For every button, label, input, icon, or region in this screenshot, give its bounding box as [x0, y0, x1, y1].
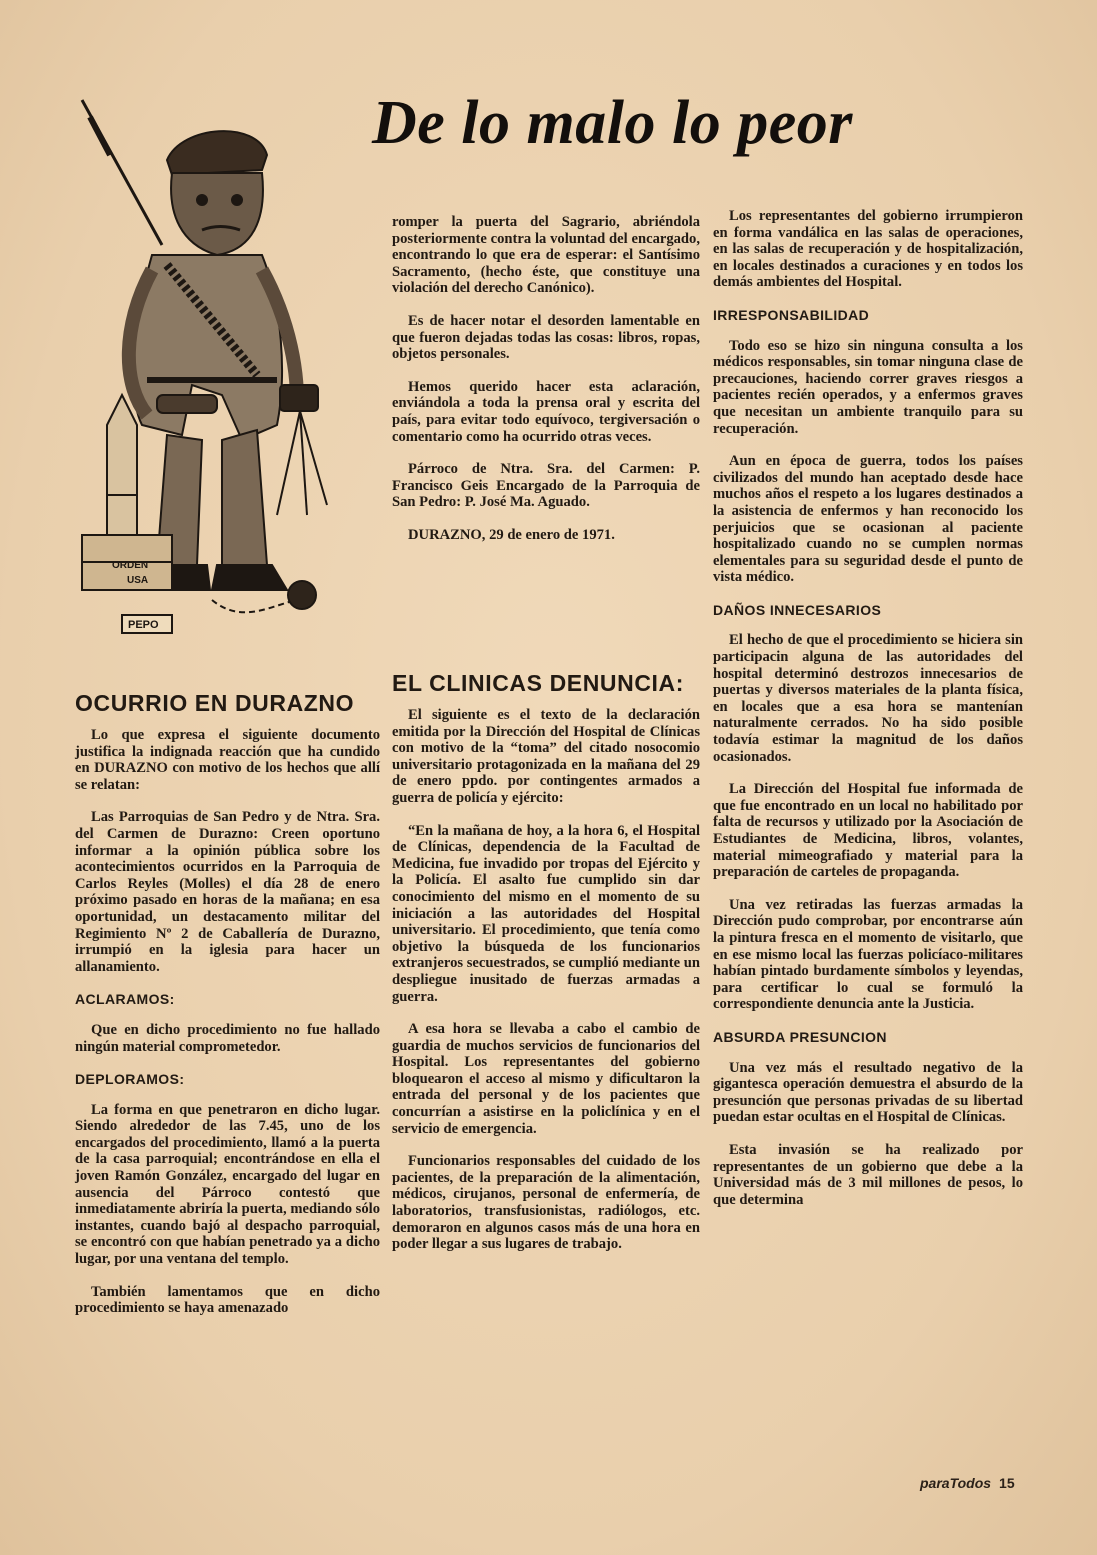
- paragraph: romper la puerta del Sagrario, abriéndola posteriormente contra la voluntad del encargado, encontrando lo que era de esperar: el Santísimo Sacramento, (hecho éste, que constituye una violación del derecho Canónico).: [392, 214, 700, 297]
- ball-and-chain: [288, 581, 316, 609]
- crate-label: ORDEN: [112, 560, 149, 571]
- paragraph: La forma en que penetraron en dicho lugar. Siendo alrededor de las 7.45, uno de los encargados del procedimiento, llamó a la puerta de la casa parroquial; encontrándose en ella el joven Ramón González, encargado del lugar en ausencia del Párroco contestó que inmediatamente abriría la puerta, mediando sólo instantes, cuando bajó al despacho parroquial, se encontró con que habían penetrado ya a dicho lugar, por una ventana del templo.: [75, 1101, 380, 1268]
- camera: [280, 385, 318, 411]
- soldier-head: [171, 173, 263, 255]
- subheading-irresponsabilidad: IRRESPONSABILIDAD: [713, 306, 870, 323]
- paragraph: Todo eso se hizo sin ninguna consulta a los médicos responsables, sin tomar ninguna clase de precauciones, haciendo correr graves riesgos a pacientes recién operados, y a enfermos graves que necesitan un ambiente tranquilo para su recuperación.: [713, 337, 1023, 437]
- section-title-durazno: OCURRIO EN DURAZNO: [75, 690, 355, 716]
- signer-name: P. Francisco Geis: [392, 461, 700, 494]
- column-1: [75, 688, 380, 1317]
- right-boot: [212, 565, 287, 590]
- subheading-danos: DAÑOS INNECESARIOS: [713, 601, 882, 618]
- page-number: 15: [999, 1475, 1015, 1491]
- subheading-deploramos: DEPLORAMOS:: [75, 1071, 185, 1088]
- signer-name: P. José Ma. Aguado.: [464, 494, 590, 511]
- paragraph: Las Parroquias de San Pedro y de Ntra. Sra. del Carmen de Durazno: Creen oportuno informar a la opinión pública sobre los acontecimientos ocurridos en la Parroquia de Carlos Reyles (Molles) el día 28 de enero próximo pasado en horas de la mañana; en esa oportunidad, un destacamento militar del Regimiento Nº 2 de Caballería de Durazno, irrumpió en la iglesia para hacer un allanamiento.: [75, 809, 380, 975]
- paragraph: También lamentamos que en dicho procedimiento se haya amenazado: [75, 1283, 380, 1317]
- paragraph: Es de hacer notar el desorden lamentable en que fueron dejadas todas las cosas: libros, ropas, objetos personales.: [392, 312, 700, 363]
- paragraph: A esa hora se llevaba a cabo el cambio de guardia de muchos servicios de funcionarios del Hospital. Los representantes del gobierno bloquearon el acceso al mismo y dificultaron la entrada del personal y de los pacientes que concurrían a asistirse en la policlínica y en el servicio de emergencia.: [392, 1021, 700, 1137]
- dateline: DURAZNO, 29 de enero de 1971.: [408, 526, 615, 543]
- subheading-aclaramos: ACLARAMOS:: [75, 991, 175, 1008]
- signatures: Párroco de Ntra. Sra. del Carmen: P. Francisco Geis Encargado de la Parroquia de San Pedro: P. José Ma. Aguado.: [392, 461, 700, 511]
- headline: De lo malo lo peor: [372, 89, 853, 157]
- paragraph: Esta invasión se ha realizado por representantes de un gobierno que debe a la Universidad más de 3 mil millones de pesos, lo que determina: [713, 1141, 1023, 1208]
- paragraph: Hemos querido hacer esta aclaración, enviándola a toda la prensa oral y escrita del país, para evitar todo equívoco, tergiversación o comentario como ha ocurrido otras veces.: [392, 378, 700, 445]
- artist-signature: PEPO: [128, 619, 159, 631]
- grenade: [157, 395, 217, 413]
- soldier-cap: [167, 131, 267, 175]
- paragraph: Una vez retiradas las fuerzas armadas la Dirección pudo comprobar, por encontrarse aún la pintura fresca en el momento de visitarlo, que en ese mismo local las fuerzas policíaco-militares habían pintado burdamente símbolos y leyendas, para certificar lo cual se formuló la correspondiente denuncia ante la Justicia.: [713, 896, 1023, 1013]
- paragraph: El siguiente es el texto de la declaración emitida por la Dirección del Hospital de Clínicas con motivo de la “toma” del citado nosocomio universitario protagonizada en la mañana del 29 de enero ppdo. por contingentes armados a guerra de policía y ejército:: [392, 707, 700, 806]
- rocket: [107, 395, 137, 535]
- column-2-lower: [392, 668, 700, 1253]
- soldier-illustration: [72, 95, 352, 655]
- paragraph: Que en dicho procedimiento no fue hallado ningún material comprometedor.: [75, 1021, 380, 1055]
- crate-label-2: USA: [127, 575, 149, 586]
- subheading-absurda: ABSURDA PRESUNCION: [713, 1028, 887, 1045]
- paragraph: Una vez más el resultado negativo de la gigantesca operación demuestra el absurdo de la presunción que personas privadas de su libertad puedan estar ocultas en el Hospital de Clínicas.: [713, 1059, 1023, 1126]
- magazine-name: paraTodos: [920, 1475, 992, 1491]
- paragraph: “En la mañana de hoy, a la hora 6, el Hospital de Clínicas, dependencia de la Facultad de Medicina, fue invadido por tropas del Ejército y la Policía. El asalto fue cumplido sin dar conocimiento del mismo en el momento de su iniciación a las autoridades del Hospital universitario. El procedimiento, que tenía como objetivo la búsqueda de los funcionarios extranjeros secuestrados, se cumplió mediante un despliegue inusitado de fuerzas armadas a guerra.: [392, 822, 700, 1005]
- column-2-upper: [392, 214, 700, 560]
- paragraph: El hecho de que el procedimiento se hiciera sin participacin alguna de las autoridades del hospital determinó destrozos innecesarios de puertas y diversos materiales de la planta física, en locales que a esa hora se mantenían naturalmente cerrados. No ha sido posible todavía estimar la magnitud de los daños ocasionados.: [713, 632, 1023, 765]
- column-3: [713, 208, 1023, 1208]
- paragraph: La Dirección del Hospital fue informada de que fue encontrado en un local no habilitado por falta de recursos y utilizado por la Asociación de Estudiantes de Medicina, libros, volantes, material mimeografiado y material para la preparación de carteles de propaganda.: [713, 781, 1023, 881]
- paragraph: Los representantes del gobierno irrumpieron en forma vandálica en las salas de operaciones, en las salas de recuperación y de hospitalización, en locales destinados a curaciones y en todos los demás ambientes del Hospital.: [713, 208, 1023, 291]
- paragraph: Lo que expresa el siguiente documento justifica la indignada reacción que ha cundido en DURAZNO con motivo de los hechos que allí se relatan:: [75, 727, 380, 793]
- paragraph: Aun en época de guerra, todos los países civilizados del mundo han aceptado desde hace muchos años el respeto a los lugares destinados a la asistencia de enfermos y han reconocido los perjuicios que se ocasionan al paciente hospitalizado cuando no se cumplen normas elementales para su seguridad desde el punto de vista médico.: [713, 453, 1023, 586]
- section-title-clinicas: EL CLINICAS DENUNCIA:: [392, 670, 685, 696]
- page-footer: [920, 1475, 1015, 1491]
- paragraph: Funcionarios responsables del cuidado de los pacientes, de la preparación de la alimentación, médicos, cirujanos, personal de enfermería, de laboratorios, transfusionistas, radiólogos, etc. demoraron en algunos casos más de una hora en poder llegar a sus lugares de trabajo.: [392, 1153, 700, 1253]
